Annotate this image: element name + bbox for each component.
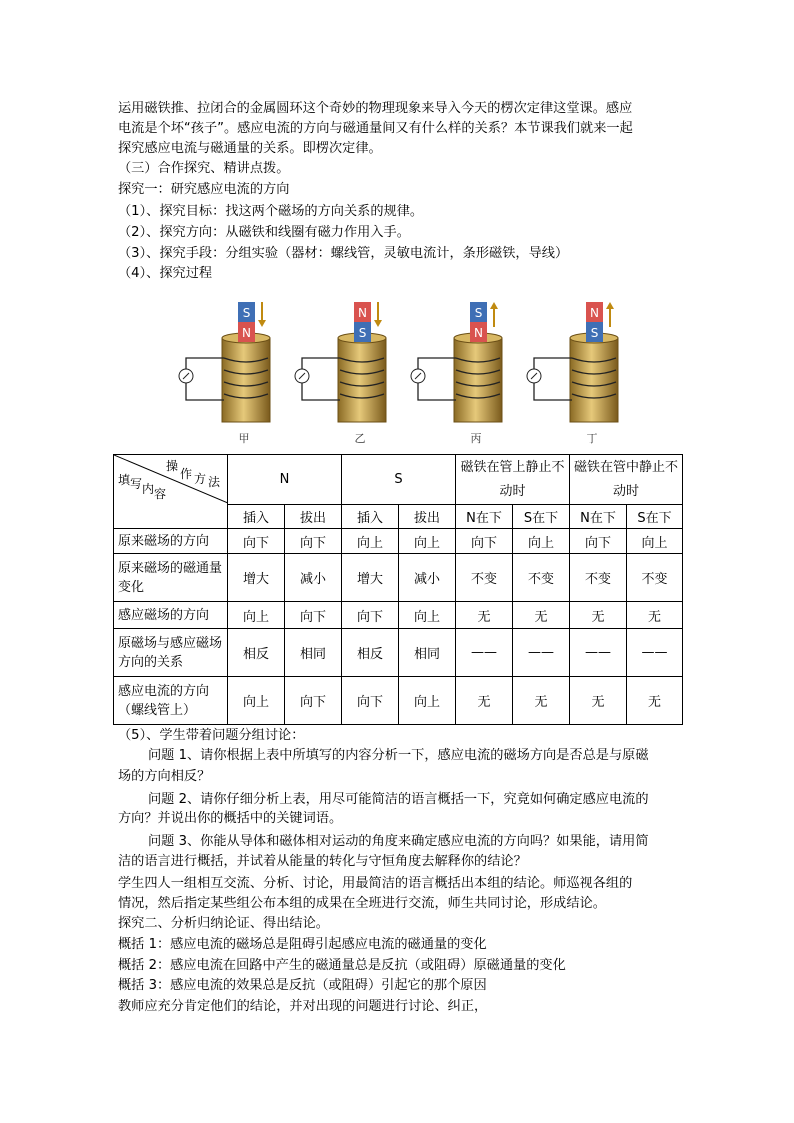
row-label: 感应磁场的方向	[114, 602, 228, 629]
table-cell: 向上	[399, 602, 456, 629]
experiment-bing	[411, 302, 502, 445]
question-1-line-1: 问题 1、请你根据上表中所填写的内容分析一下，感应电流的磁场方向是否总是与原磁	[148, 748, 649, 763]
table-cell: ——	[513, 629, 570, 677]
sub-header: N在下	[456, 505, 513, 529]
experiment-figure	[160, 296, 640, 446]
intro-line-2: 电流是个坏“孩子”。感应电流的方向与磁通量间又有什么样的关系？本节课我们就来一起	[118, 121, 633, 136]
inquiry-goal: （1）、探究目标：找这两个磁场的方向关系的规律。	[118, 204, 424, 219]
magnet-bottom-pole: N	[474, 326, 483, 340]
table-cell: 向下	[285, 602, 342, 629]
question-2-line-2: 方向？并说出你的概括中的关键词语。	[118, 811, 343, 826]
sub-header: N在下	[570, 505, 627, 529]
question-2-line-1: 问题 2、请你仔细分析上表，用尽可能简洁的语言概括一下，究竟如何确定感应电流的	[148, 792, 649, 807]
corner-text: 容	[154, 487, 167, 501]
experiment-yi	[295, 302, 386, 445]
sub-header: 拔出	[399, 505, 456, 529]
discussion-line-1: 学生四人一组相互交流、分析、讨论，用最简洁的语言概括出本组的结论。师巡视各组的	[118, 876, 633, 891]
figure-label: 丙	[470, 432, 482, 445]
corner-text: 内	[142, 482, 155, 496]
sub-header: 插入	[228, 505, 285, 529]
table-cell: 无	[627, 677, 683, 725]
figure-label: 丁	[586, 432, 598, 445]
question-3-line-1: 问题 3、你能从导体和磁体相对运动的角度来确定感应电流的方向吗？如果能，请用简	[148, 834, 649, 849]
table-cell: 向上	[228, 602, 285, 629]
table-cell: 向下	[456, 529, 513, 554]
table-cell: 不变	[627, 554, 683, 602]
table-cell: 向上	[342, 529, 399, 554]
table-cell: 减小	[285, 554, 342, 602]
inquiry-process: （4）、探究过程	[118, 266, 213, 281]
table-cell: 无	[570, 602, 627, 629]
sub-header: 拔出	[285, 505, 342, 529]
magnet-top-pole: N	[590, 306, 599, 320]
table-cell: 无	[627, 602, 683, 629]
table-cell: ——	[456, 629, 513, 677]
intro-line-1: 运用磁铁推、拉闭合的金属圆环这个奇妙的物理现象来导入今天的楞次定律这堂课。感应	[118, 101, 633, 116]
table-cell: 不变	[456, 554, 513, 602]
sub-header: S在下	[513, 505, 570, 529]
table-row	[114, 629, 683, 677]
magnet-bottom-pole: N	[242, 326, 251, 340]
corner-text: 操	[166, 459, 179, 473]
table-row	[114, 554, 683, 602]
table-corner	[114, 455, 228, 529]
sub-header: S在下	[627, 505, 683, 529]
table-cell: 向上	[228, 677, 285, 725]
corner-text: 作	[180, 467, 193, 481]
discussion-heading: （5）、学生带着问题分组讨论：	[118, 728, 305, 743]
table-cell: 向下	[570, 529, 627, 554]
sub-header: 插入	[342, 505, 399, 529]
generalization-1: 概括 1：感应电流的磁场总是阻碍引起感应电流的磁通量的变化	[118, 937, 487, 952]
experiment-table	[113, 454, 683, 725]
experiment-ding	[527, 302, 618, 445]
inquiry-direction: （2）、探究方向：从磁铁和线圈有磁力作用入手。	[118, 225, 410, 240]
table-cell: 向上	[627, 529, 683, 554]
question-3-line-2: 洁的语言进行概括，并试着从能量的转化与守恒角度去解释你的结论？	[118, 854, 527, 869]
row-label: 感应电流的方向（螺线管上）	[114, 677, 228, 725]
figure-label: 乙	[354, 432, 366, 445]
table-cell: 相反	[228, 629, 285, 677]
table-cell: 相同	[285, 629, 342, 677]
col-header-s: S	[342, 455, 456, 505]
corner-text: 写	[130, 477, 143, 491]
col-header-static-top: 磁铁在管上静止不动时	[456, 455, 570, 505]
table-cell: 无	[456, 602, 513, 629]
table-cell: 不变	[570, 554, 627, 602]
table-cell: 相同	[399, 629, 456, 677]
row-label: 原磁场与感应磁场方向的关系	[114, 629, 228, 677]
experiment-jia	[179, 302, 270, 445]
table-cell: 无	[456, 677, 513, 725]
corner-text: 填	[118, 473, 131, 487]
table-cell: 向上	[399, 677, 456, 725]
table-cell: ——	[627, 629, 683, 677]
table-cell: 增大	[342, 554, 399, 602]
table-cell: ——	[570, 629, 627, 677]
table-cell: 相反	[342, 629, 399, 677]
magnet-top-pole: S	[474, 306, 483, 320]
magnet-top-pole: S	[242, 306, 251, 320]
table-cell: 向下	[228, 529, 285, 554]
table-cell: 向下	[342, 677, 399, 725]
section-3-heading: （三）合作探究、精讲点拨。	[118, 161, 290, 176]
row-label: 原来磁场的磁通量变化	[114, 554, 228, 602]
corner-text: 法	[208, 475, 221, 489]
table-row	[114, 602, 683, 629]
inquiry-1-heading: 探究一：研究感应电流的方向	[118, 182, 290, 197]
figure-label: 甲	[238, 432, 250, 445]
row-label: 原来磁场的方向	[114, 529, 228, 554]
table-row	[114, 529, 683, 554]
teacher-note: 教师应充分肯定他们的结论，并对出现的问题进行讨论、纠正，	[118, 999, 488, 1014]
table-cell: 无	[513, 677, 570, 725]
table-cell: 不变	[513, 554, 570, 602]
magnet-top-pole: N	[358, 306, 367, 320]
discussion-line-2: 情况，然后指定某些组公布本组的成果在全班进行交流，师生共同讨论，形成结论。	[118, 896, 606, 911]
magnet-bottom-pole: S	[590, 326, 599, 340]
col-header-n: N	[228, 455, 342, 505]
col-header-static-in: 磁铁在管中静止不动时	[570, 455, 683, 505]
question-1-line-2: 场的方向相反？	[118, 769, 211, 784]
table-cell: 向上	[399, 529, 456, 554]
table-cell: 向上	[513, 529, 570, 554]
table-cell: 无	[513, 602, 570, 629]
corner-text: 方	[194, 472, 207, 486]
generalization-3: 概括 3：感应电流的效果总是反抗（或阻碍）引起它的那个原因	[118, 978, 487, 993]
table-cell: 增大	[228, 554, 285, 602]
intro-line-3: 探究感应电流与磁通量的关系。即楞次定律。	[118, 141, 382, 156]
magnet-bottom-pole: S	[358, 326, 367, 340]
generalization-2: 概括 2：感应电流在回路中产生的磁通量总是反抗（或阻碍）原磁通量的变化	[118, 958, 566, 973]
table-cell: 减小	[399, 554, 456, 602]
inquiry-2-heading: 探究二、分析归纳论证、得出结论。	[118, 916, 329, 931]
table-row	[114, 677, 683, 725]
table-cell: 向下	[342, 602, 399, 629]
table-cell: 向下	[285, 529, 342, 554]
table-cell: 向下	[285, 677, 342, 725]
inquiry-method: （3）、探究手段：分组实验（器材：螺线管，灵敏电流计，条形磁铁，导线）	[118, 246, 569, 261]
table-cell: 无	[570, 677, 627, 725]
